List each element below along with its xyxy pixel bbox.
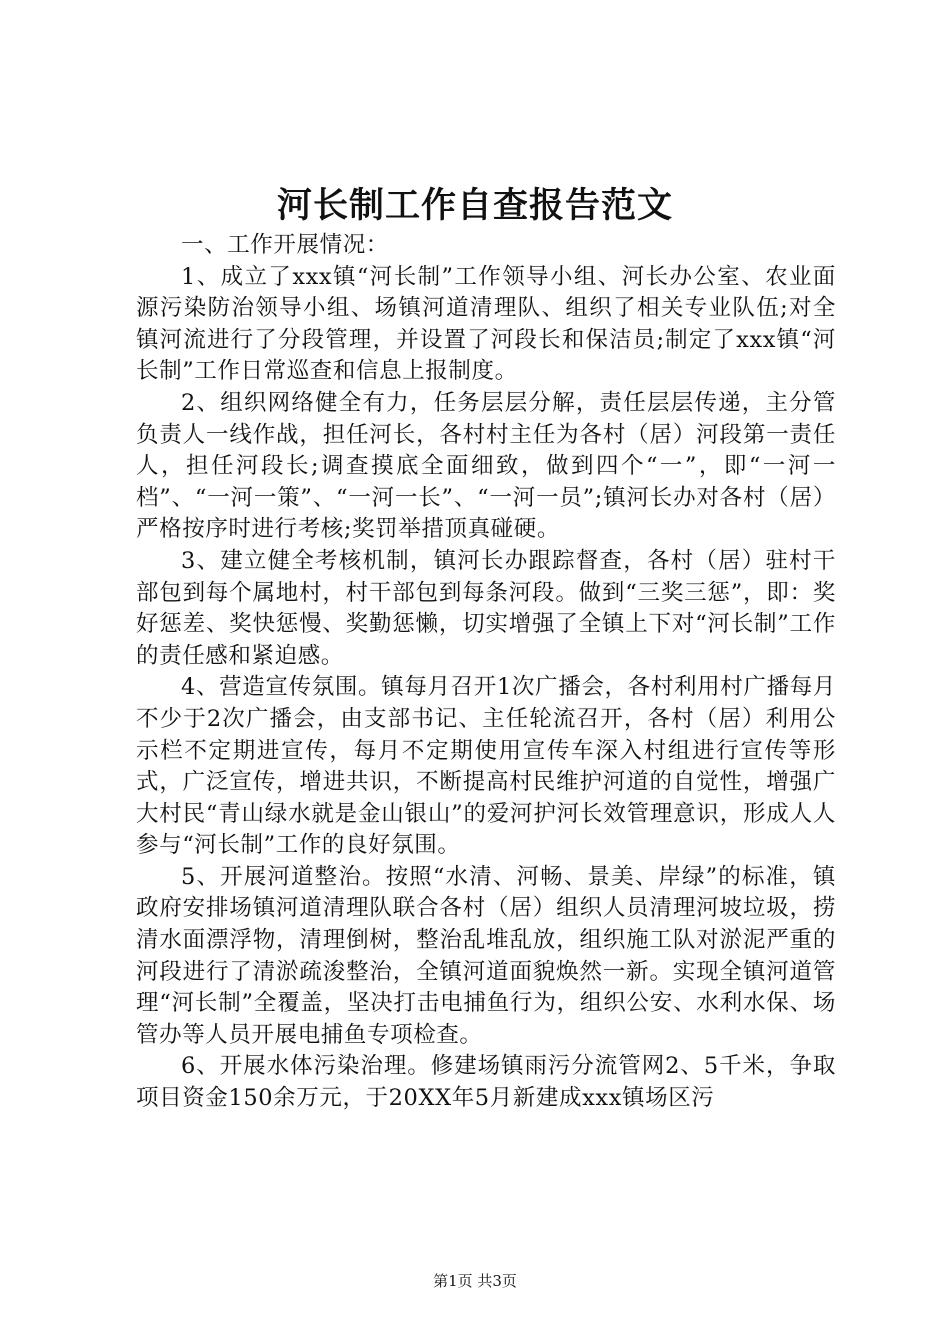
document-body [136,230,836,1115]
document-title: 河长制工作自查报告范文 [276,185,673,226]
paragraph-section-heading: 一、工作开展情况： [181,232,389,258]
paragraph-item-5: 5、开展河道整治。按照“水清、河畅、景美、岸绿”的标准，镇政府安排场镇河道清理队联合各村（居）组织人员清理河坡垃圾，捞清水面漂浮物，清理倒树，整治乱堆乱放，组织施工队对淤泥严重的河段进行了清淤疏浚整治，全镇河道面貌焕然一新。实现全镇河道管理“河长制”全覆盖，坚决打击电捕鱼行为，组织公安、水利水保、场管办等人员开展电捕鱼专项检查。 [136,863,836,1048]
paragraph-item-1: 1、成立了xxx镇“河长制”工作领导小组、河长办公室、农业面源污染防治领导小组、场镇河道清理队、组织了相关专业队伍;对全镇河流进行了分段管理，并设置了河段长和保洁员;制定了xxx镇“河长制”工作日常巡查和信息上报制度。 [136,263,836,385]
paragraph-item-6: 6、开展水体污染治理。修建场镇雨污分流管网2、5千米，争取项目资金150余万元，于20XX年5月新建成xxx镇场区污 [136,1053,836,1112]
paragraph-item-2: 2、组织网络健全有力，任务层层分解，责任层层传递，主分管负责人一线作战，担任河长，各村村主任为各村（居）河段第一责任人，担任河段长;调查摸底全面细致，做到四个“一”，即“一河一档”、“一河一策”、“一河一长”、“一河一员”;镇河长办对各村（居）严格按序时进行考核;奖罚举措顶真碰硬。 [136,389,836,543]
paragraph-item-3: 3、建立健全考核机制，镇河长办跟踪督查，各村（居）驻村干部包到每个属地村，村干部包到每条河段。做到“三奖三惩”，即：奖好惩差、奖快惩慢、奖勤惩懒，切实增强了全镇上下对“河长制”工作的责任感和紧迫感。 [136,547,836,669]
page-number-footer: 第1页 共3页 [433,1272,517,1290]
paragraph-item-4: 4、营造宣传氛围。镇每月召开1次广播会，各村利用村广播每月不少于2次广播会，由支部书记、主任轮流召开，各村（居）利用公示栏不定期进宣传，每月不定期使用宣传车深入村组进行宣传等形式，广泛宣传，增进共识，不断提高村民维护河道的自觉性，增强广大村民“青山绿水就是金山银山”的爱河护河长效管理意识，形成人人参与“河长制”工作的良好氛围。 [136,674,836,859]
